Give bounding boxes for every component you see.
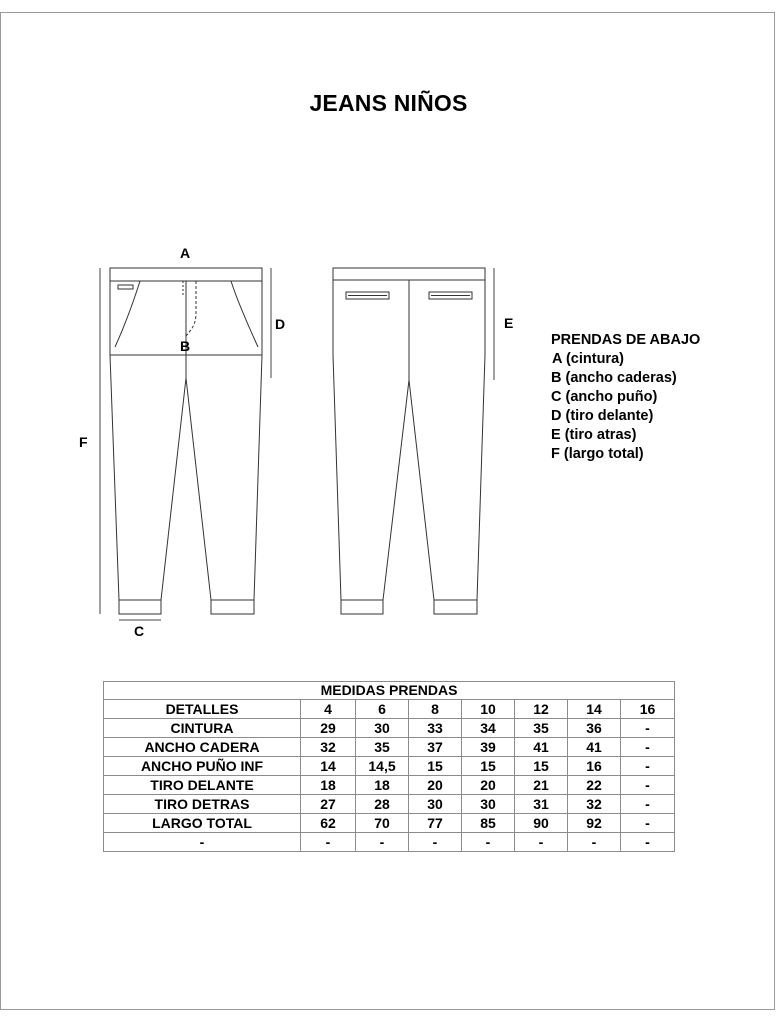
table-cell: - [621,833,675,852]
table-cell: 14,5 [356,757,409,776]
legend-item-d: D (tiro delante) [551,408,654,424]
row-label: ANCHO PUÑO INF [104,757,301,776]
table-cell: 15 [462,757,515,776]
table-cell: - [462,833,515,852]
table-row [104,776,675,795]
header-cell: 10 [462,700,515,719]
table-cell: 32 [301,738,356,757]
table-cell: 35 [356,738,409,757]
back-view [333,268,485,614]
header-cell: 12 [515,700,568,719]
table-cell: - [301,833,356,852]
table-cell: 62 [301,814,356,833]
table-cell: 28 [356,795,409,814]
table-cell: - [621,776,675,795]
table-cell: 15 [409,757,462,776]
dimension-lines [100,268,494,620]
table-row [104,738,675,757]
table-row [104,833,675,852]
front-view [110,268,262,614]
table-header-row [104,700,675,719]
dimension-label-d: D [275,316,286,332]
table-row [104,795,675,814]
table-cell: - [515,833,568,852]
table-cell: - [621,814,675,833]
table-cell: 92 [568,814,621,833]
table-cell: 90 [515,814,568,833]
table-cell: - [621,738,675,757]
table-cell: - [621,795,675,814]
legend-item-c: C (ancho puño) [551,389,658,405]
table-cell: 15 [515,757,568,776]
table-cell: 20 [409,776,462,795]
table-cell: 16 [568,757,621,776]
table-row [104,719,675,738]
header-cell: 16 [621,700,675,719]
table-cell: 34 [462,719,515,738]
table-row [104,814,675,833]
legend-item-e: E (tiro atras) [551,427,637,443]
table-cell: - [409,833,462,852]
header-cell: DETALLES [104,700,301,719]
table-cell: 30 [462,795,515,814]
table-cell: 41 [515,738,568,757]
measurement-legend [551,331,700,464]
table-caption: MEDIDAS PRENDAS [104,682,675,700]
table-row [104,757,675,776]
header-cell: 8 [409,700,462,719]
table-cell: 70 [356,814,409,833]
table-cell: 41 [568,738,621,757]
header-cell: 4 [301,700,356,719]
table-cell: 21 [515,776,568,795]
table-cell: 85 [462,814,515,833]
dimension-label-c: C [134,623,145,639]
table-cell: - [568,833,621,852]
dimension-label-a: A [180,245,191,261]
legend-item-a: A (cintura) [552,351,624,367]
table-cell: 22 [568,776,621,795]
row-label: ANCHO CADERA [104,738,301,757]
dimension-label-b: B [180,338,191,354]
table-cell: 18 [356,776,409,795]
table-cell: - [621,757,675,776]
table-cell: 33 [409,719,462,738]
table-cell: 35 [515,719,568,738]
table-cell: 20 [462,776,515,795]
table-cell: 29 [301,719,356,738]
table-cell: 77 [409,814,462,833]
row-label: TIRO DELANTE [104,776,301,795]
row-label: LARGO TOTAL [104,814,301,833]
legend-item-b: B (ancho caderas) [551,370,677,386]
row-label: CINTURA [104,719,301,738]
table-cell: 36 [568,719,621,738]
dimension-label-e: E [504,315,514,331]
table-cell: 27 [301,795,356,814]
table-cell: 14 [301,757,356,776]
row-label: - [104,833,301,852]
table-cell: 31 [515,795,568,814]
table-cell: 32 [568,795,621,814]
table-cell: 37 [409,738,462,757]
table-cell: 30 [409,795,462,814]
page-title: JEANS NIÑOS [309,90,468,116]
dimension-label-f: F [79,434,88,450]
size-chart-table [103,681,675,852]
table-cell: - [356,833,409,852]
row-label: TIRO DETRAS [104,795,301,814]
table-cell: - [621,719,675,738]
legend-heading: PRENDAS DE ABAJO [551,332,701,348]
table-cell: 39 [462,738,515,757]
header-cell: 14 [568,700,621,719]
legend-item-f: F (largo total) [551,446,644,462]
table-cell: 30 [356,719,409,738]
table-cell: 18 [301,776,356,795]
header-cell: 6 [356,700,409,719]
